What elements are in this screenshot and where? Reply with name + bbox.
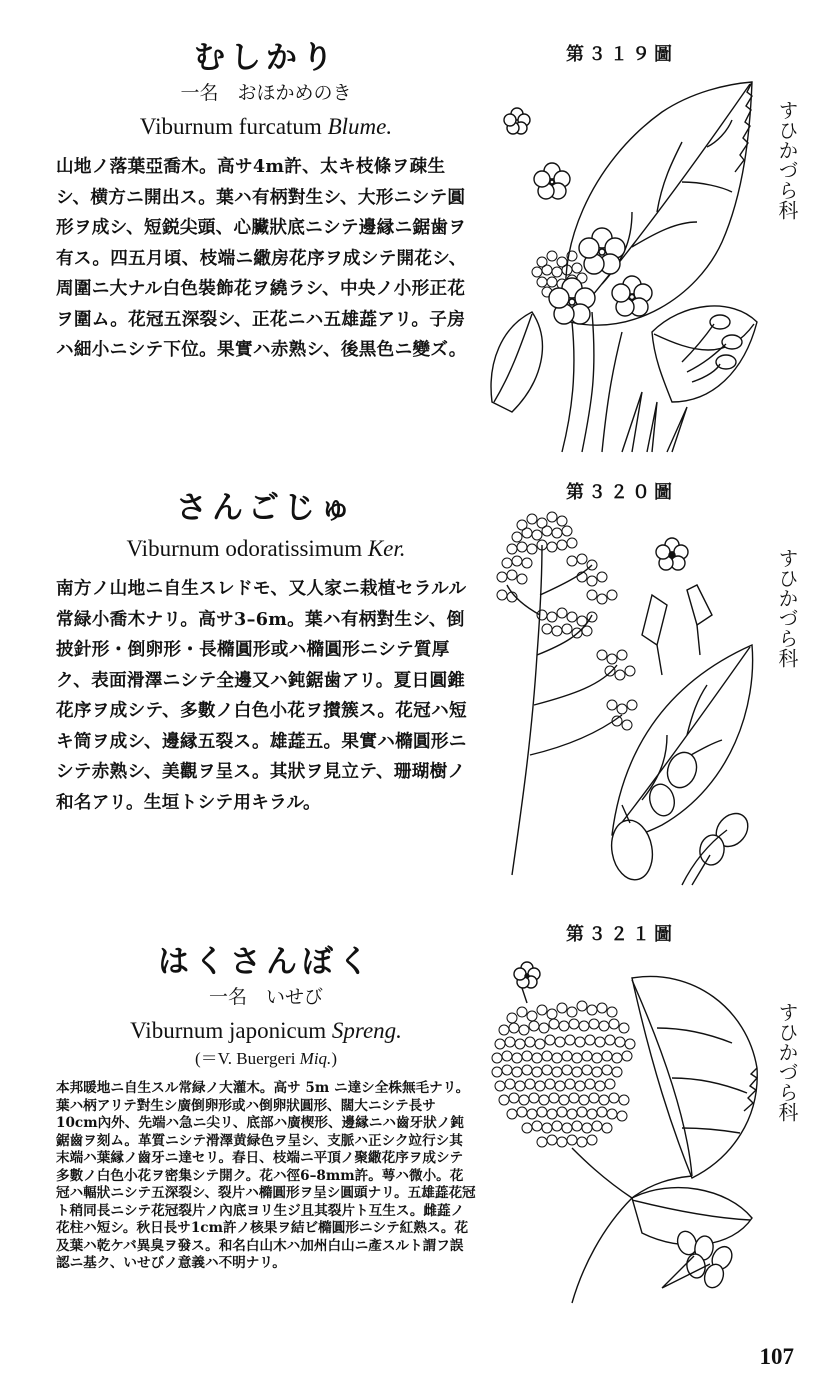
entry-description: 本邦暖地ニ自生スル常緑ノ大灌木。高サ 5m ニ達シ全株無毛ナリ。葉ハ柄アリテ對生シ廣倒卵形或ハ倒卵狀圓形、闊大ニシテ長サ 10cm內外、先端ハ急ニ尖リ、底部ハ廣楔形、邊縁ニハ齒牙狀ノ鈍鋸齒ヲ刻ム。革質ニシテ滑澤黄緑色ヲ呈シ、支脈ハ正シク竝行シ其末端ハ葉縁ノ齒牙ニ達セリ。春日、枝端ニ平頂ノ聚繖花序ヲ成シテ多數ノ白色小花ヲ密集シテ開ク。花ハ徑6–8mm許。萼ハ微小。花冠ハ輻狀ニシテ五深裂シ、裂片ハ橢圓形ヲ呈シ圓頭ナリ。五雄蕋花冠ト稍同長ニシテ花冠裂片ノ內底ヨリ生ジ且其裂片ト互生ス。雌蕋ノ花柱ハ短シ。秋日長サ1cm許ノ核果ヲ結ビ橢圓形ニシテ紅熟ス。花及葉ハ乾ケバ異臭ヲ發ス。和名白山木ハ加州白山ニ產スルト謂フ誤認ニ基ク、いせびノ意義ハ不明ナリ。 [56, 1080, 476, 1271]
entry-description: 南方ノ山地ニ自生スレドモ、又人家ニ栽植セラルル常緑小喬木ナリ。高サ3–6m。葉ハ有柄對生シ、倒披針形・倒卵形・長橢圓形或ハ橢圓形ニシテ質厚ク、表面滑澤ニシテ全邊又ハ鈍鋸歯アリ。夏日圓錐花序ヲ成シテ、多數ノ白色小花ヲ攅簇ス。花冠ハ短キ筒ヲ成シ、邊縁五裂ス。雄蕋五。果實ハ橢圓形ニシテ赤熟シ、美觀ヲ呈ス。其狀ヲ見立テ、珊瑚樹ノ和名アリ。生垣トシテ用キラル。 [56, 578, 467, 813]
synonym-close: ) [331, 1049, 337, 1068]
scientific-name [56, 534, 476, 564]
synonym [56, 1048, 476, 1070]
family-label-319: すひかづら科 [775, 100, 799, 220]
synonym-name: (＝V. Buergeri [195, 1049, 300, 1068]
entry-title: むしかり [194, 40, 338, 76]
entry-hakusanboku [56, 942, 476, 1273]
entry-mushikari [56, 38, 476, 366]
figure-label-320: 第３２０圖 [566, 482, 676, 503]
scientific-binomial: Viburnum odoratissimum [126, 536, 368, 561]
viburnum-odoratissimum-illustration [482, 505, 762, 890]
figure-label-319: 第３１９圖 [566, 44, 676, 65]
entry-title: さんごじゅ [176, 490, 356, 526]
viburnum-japonicum-illustration [482, 948, 762, 1308]
scientific-author: Spreng. [331, 1018, 402, 1043]
synonym-author: Miq. [299, 1049, 332, 1068]
scientific-author: Ker. [367, 536, 406, 561]
family-label-321: すひかづら科 [775, 1002, 799, 1122]
page-number: 107 [759, 1344, 794, 1369]
entry-alt-name: 一名 いせび [208, 986, 323, 1008]
scientific-author: Blume. [327, 114, 393, 139]
entry-sangoju [56, 488, 476, 818]
scientific-binomial: Viburnum japonicum [130, 1018, 332, 1043]
entry-description: 山地ノ落葉亞喬木。高サ4m許、太キ枝條ヲ疎生シ、横方ニ開出ス。葉ハ有柄對生シ、大形ニシテ圓形ヲ成シ、短鋭尖頭、心臟狀底ニシテ邊縁ニ鋸歯ヲ有ス。四五月頃、枝端ニ繖房花序ヲ成シテ開花シ、周圍ニ大ナル白色裝飾花ヲ繞ラシ、中央ノ小形正花ヲ圍ム。花冠五深裂シ、正花ニハ五雄蕋アリ。子房ハ細小ニシテ下位。果實ハ赤熟シ、後黒色ニ變ズ。 [56, 156, 467, 360]
scientific-name [56, 112, 476, 142]
entry-title: はくさんぼく [158, 944, 374, 980]
viburnum-furcatum-illustration [482, 72, 762, 457]
family-label-320: すひかづら科 [775, 548, 799, 668]
figure-label-321: 第３２１圖 [566, 924, 676, 945]
entry-alt-name: 一名 おほかめのき [180, 82, 352, 104]
scientific-name [56, 1016, 476, 1046]
scientific-binomial: Viburnum furcatum [139, 114, 328, 139]
